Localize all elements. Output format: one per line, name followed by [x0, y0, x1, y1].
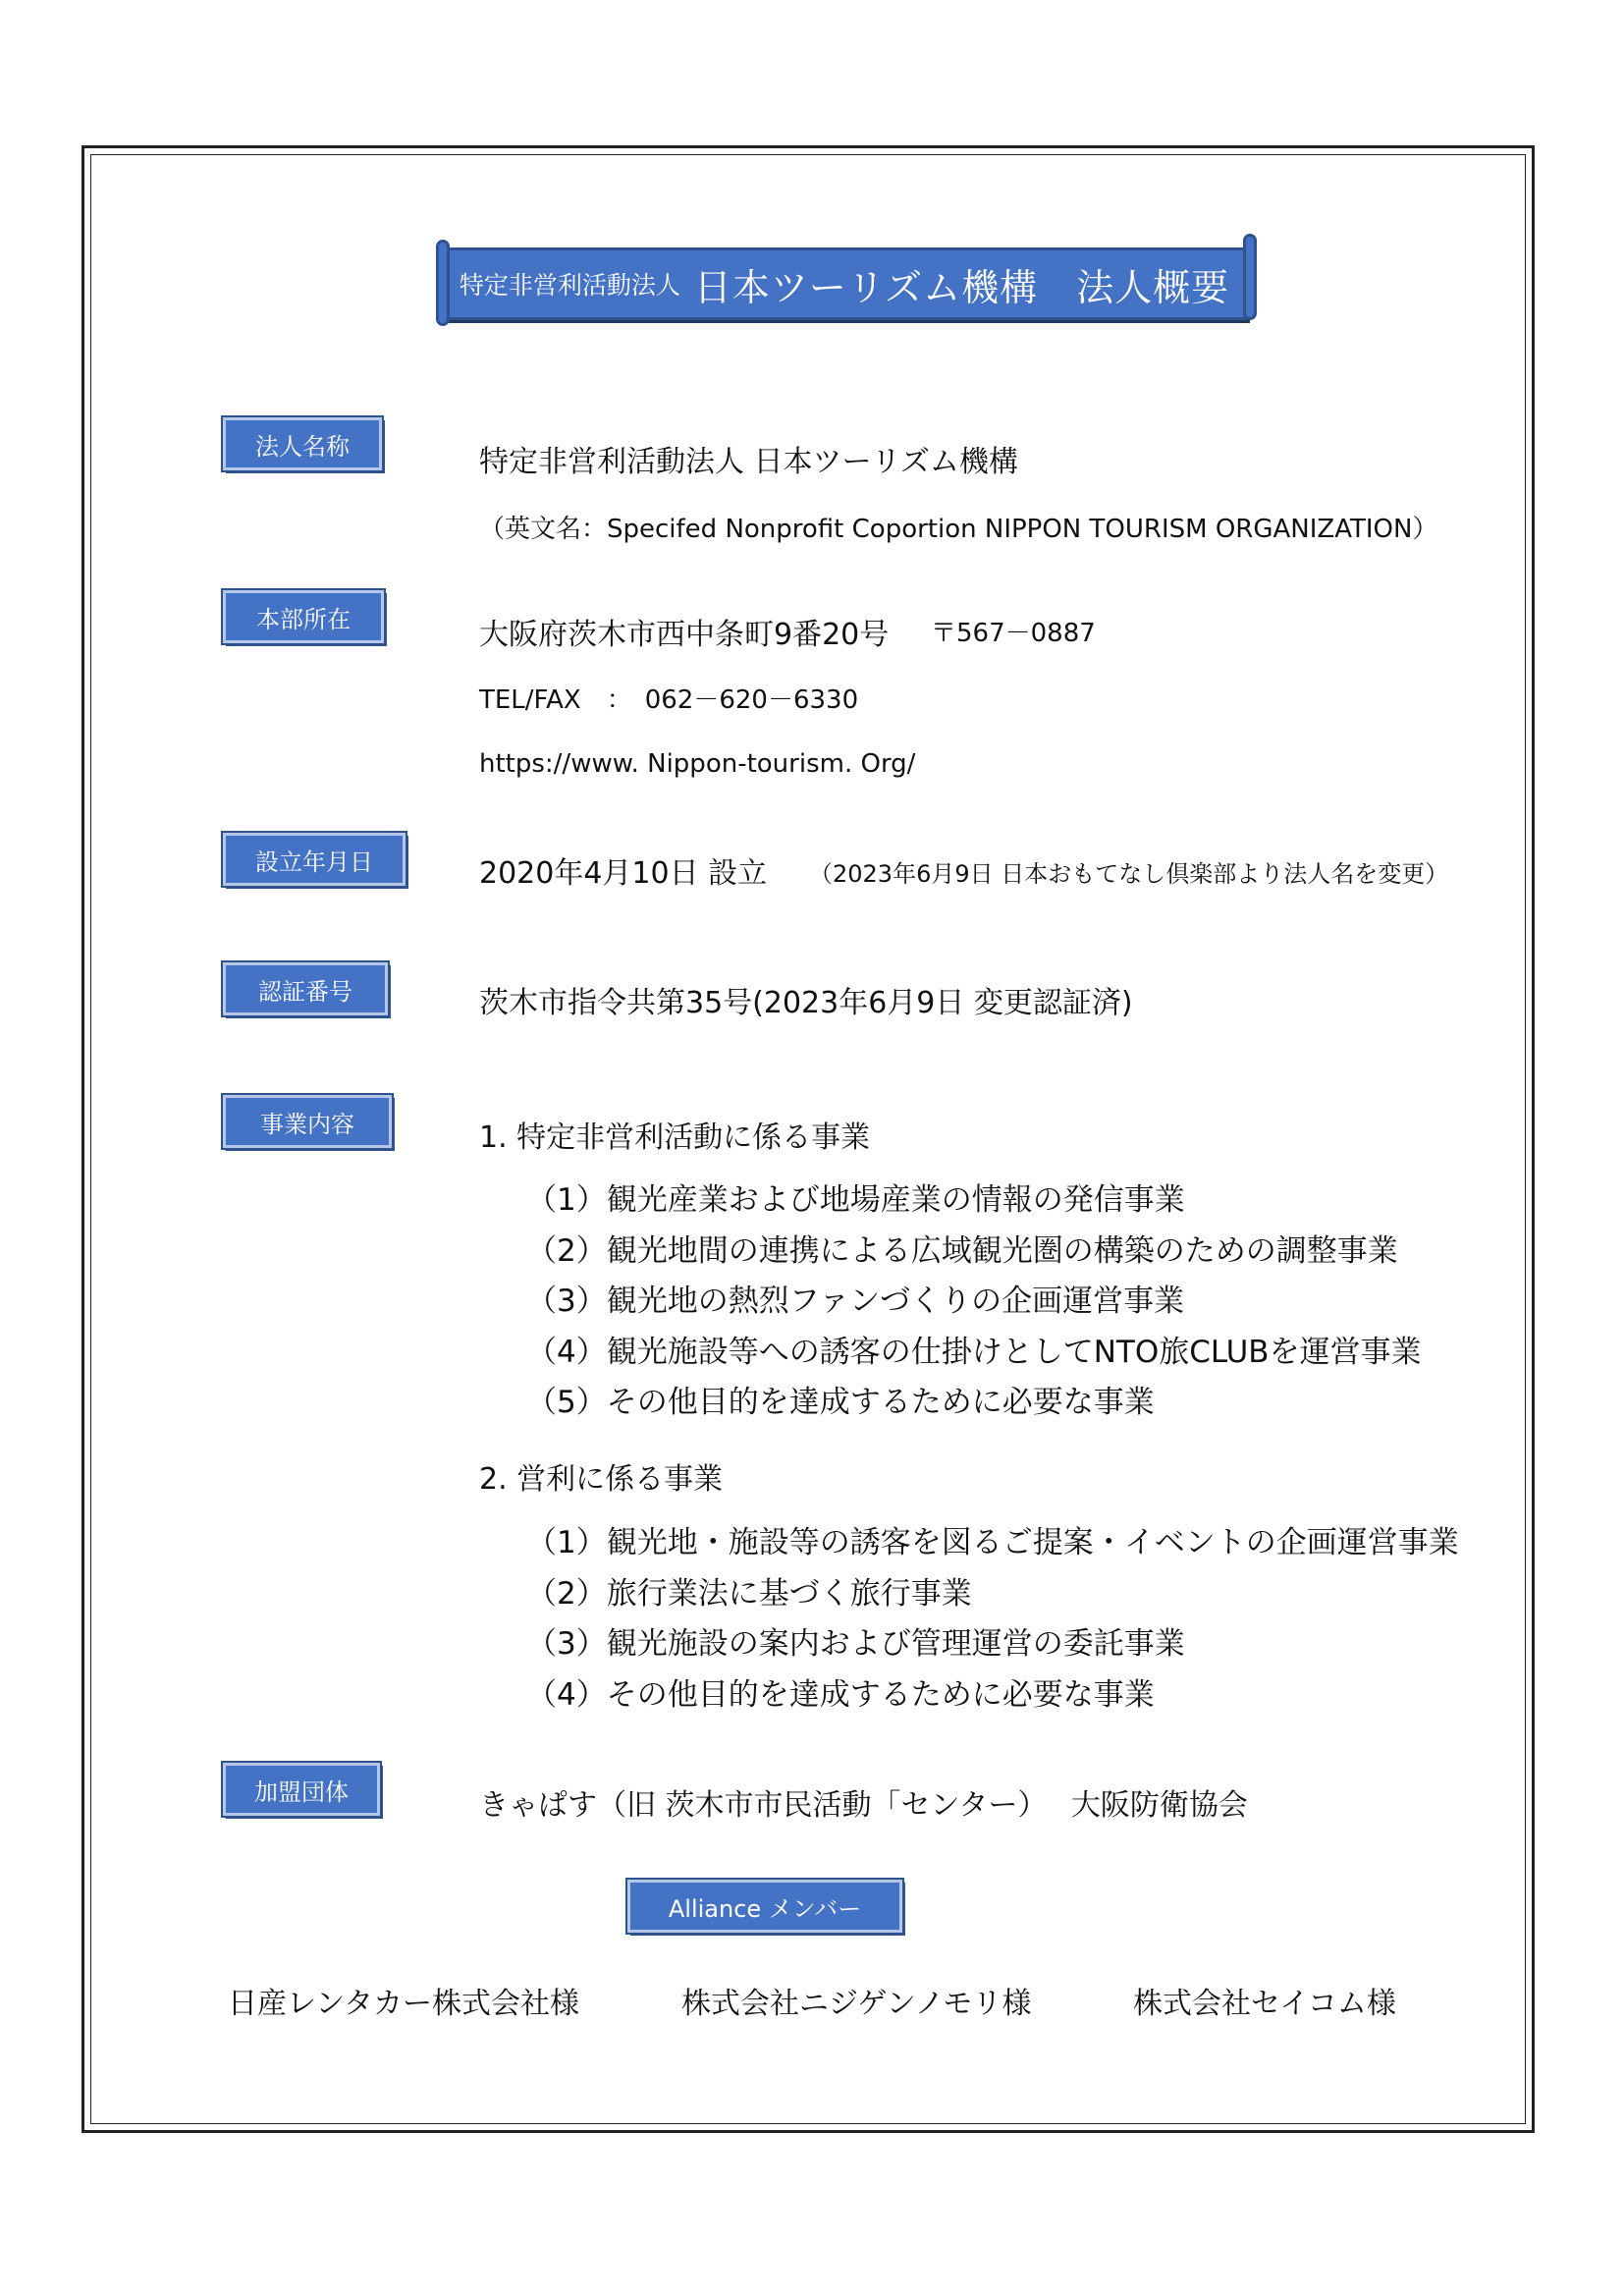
affiliations-value: きゃぱす（旧 茨木市市民活動「センター） 大阪防衛協会: [479, 1788, 1248, 1823]
list-item: （2）観光地間の連携による広域観光圏の構築のための調整事業: [526, 1232, 1398, 1269]
label-alliance: Alliance メンバー: [627, 1880, 902, 1933]
alliance-member: 日産レンタカー株式会社様: [228, 1987, 580, 2021]
banner-scroll-right: [1243, 234, 1257, 320]
label-founded: 設立年月日: [223, 833, 406, 886]
business-nonprofit-list: [526, 1175, 1422, 1429]
corporate-name-english: （英文名：Specifed Nonprofit Coportion NIPPON TOURISM ORGANIZATION）: [479, 515, 1438, 544]
list-item: （5）その他目的を達成するために必要な事業: [526, 1385, 1155, 1420]
business-profit-list: [526, 1518, 1459, 1721]
label-business: 事業内容: [223, 1095, 392, 1148]
banner-subtitle: 特定非営利活動法人: [459, 271, 680, 300]
alliance-member: 株式会社セイコム様: [1133, 1987, 1396, 2021]
banner-title: 日本ツーリズム機構 法人概要: [693, 265, 1230, 309]
list-item: （1）観光地・施設等の誘客を図るご提案・イベントの企画運営事業: [526, 1525, 1459, 1560]
business-nonprofit-heading: 1. 特定非営利活動に係る事業: [479, 1121, 871, 1155]
list-item: （4）観光施設等への誘客の仕掛けとしてNTO旅CLUBを運営事業: [526, 1334, 1422, 1370]
business-profit-heading: 2. 営利に係る事業: [479, 1462, 724, 1497]
hq-url: https://www. Nippon-tourism. Org/: [479, 749, 916, 779]
list-item: （1）観光産業および地場産業の情報の発信事業: [526, 1182, 1185, 1218]
founded-note: （2023年6月9日 日本おもてなし倶楽部より法人名を変更）: [809, 860, 1449, 888]
corporate-name: 特定非営利活動法人 日本ツーリズム機構: [479, 445, 1018, 479]
list-item: （2）旅行業法に基づく旅行事業: [526, 1575, 972, 1612]
list-item: （3）観光地の熱烈ファンづくりの企画運営事業: [526, 1284, 1185, 1319]
certification-number: 茨木市指令共第35号(2023年6月9日 変更認証済): [479, 986, 1133, 1020]
title-banner-body: [442, 247, 1247, 320]
label-certification: 認証番号: [223, 962, 388, 1015]
hq-tel-fax: TEL/FAX ： 062－620－6330: [479, 685, 859, 715]
list-item: （4）その他目的を達成するために必要な事業: [526, 1676, 1155, 1713]
hq-postal-code: 〒567－0887: [931, 619, 1096, 648]
alliance-member: 株式会社ニジゲンノモリ様: [681, 1987, 1032, 2021]
list-item: （3）観光施設の案内および管理運営の委託事業: [526, 1626, 1185, 1662]
banner-scroll-left: [436, 240, 450, 326]
founded-date: 2020年4月10日 設立: [479, 856, 768, 891]
label-headquarters: 本部所在: [223, 590, 384, 643]
label-corporate-name: 法人名称: [223, 417, 382, 470]
hq-address: 大阪府茨木市西中条町9番20号: [479, 618, 890, 652]
label-affiliations: 加盟団体: [223, 1763, 380, 1816]
title-banner: [442, 240, 1249, 324]
